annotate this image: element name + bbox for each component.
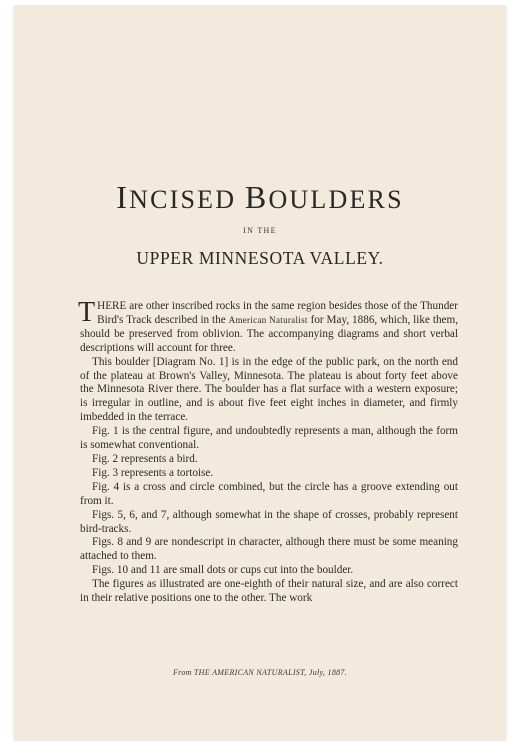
paragraph-8: Figs. 8 and 9 are nondescript in character, although there must be some meaning attached to them. [80, 536, 458, 563]
paragraph-5: Fig. 3 represents a tortoise. [92, 466, 214, 479]
paragraph-9: Figs. 10 and 11 are small dots or cups cut into the boulder. [92, 564, 354, 577]
drop-cap: T [78, 297, 96, 328]
title-initial-2: B [244, 179, 269, 215]
page-subtitle: UPPER MINNESOTA VALLEY. [136, 248, 384, 268]
article-body [78, 297, 459, 606]
paragraph-1-text-a: HERE are other inscribed rocks in the same region besides those of the Thunder Bird's Track described in the [97, 300, 458, 326]
title-initial-1: I [116, 179, 130, 215]
document-page [14, 6, 506, 740]
paragraph-2: This boulder [Diagram No. 1] is in the edge of the public park, on the north end of the plateau at Brown's Valley, Minnesota. The plateau is about forty feet above the Minnesota River there. The boulder has a flat surface with a western exposure; is irregular in outline, and is about five feet eight inches in diameter, and firmly imbedded in the terrace. [80, 355, 458, 424]
paragraph-10: The figures as illustrated are one-eighth of their natural size, and are also correct in their relative positions one to the other. The work [80, 578, 458, 605]
paragraph-4: Fig. 2 represents a bird. [92, 452, 198, 465]
source-footer: From THE AMERICAN NATURALIST, July, 1887. [172, 668, 348, 677]
paragraph-3: Fig. 1 is the central figure, and undoubtedly represents a man, although the form is somewhat conventional. [80, 425, 458, 452]
paragraph-6: Fig. 4 is a cross and circle combined, but the circle has a groove extending out from it. [80, 480, 458, 507]
paragraph-1 [78, 297, 459, 356]
title-word-1: NCISED [129, 185, 245, 214]
journal-name-smallcaps: American Naturalist [228, 314, 308, 325]
page-title [14, 179, 506, 215]
title-word-2: OULDERS [268, 185, 404, 214]
paragraph-7: Figs. 5, 6, and 7, although somewhat in the shape of crosses, probably represent bird-tracks. [80, 508, 458, 535]
title-connector: IN THE [243, 226, 277, 235]
paragraph-1-text-b: for May, 1886, which, like them, should be preserved from oblivion. The accompanying diagrams and short verbal descriptions will account for three. [80, 313, 459, 354]
